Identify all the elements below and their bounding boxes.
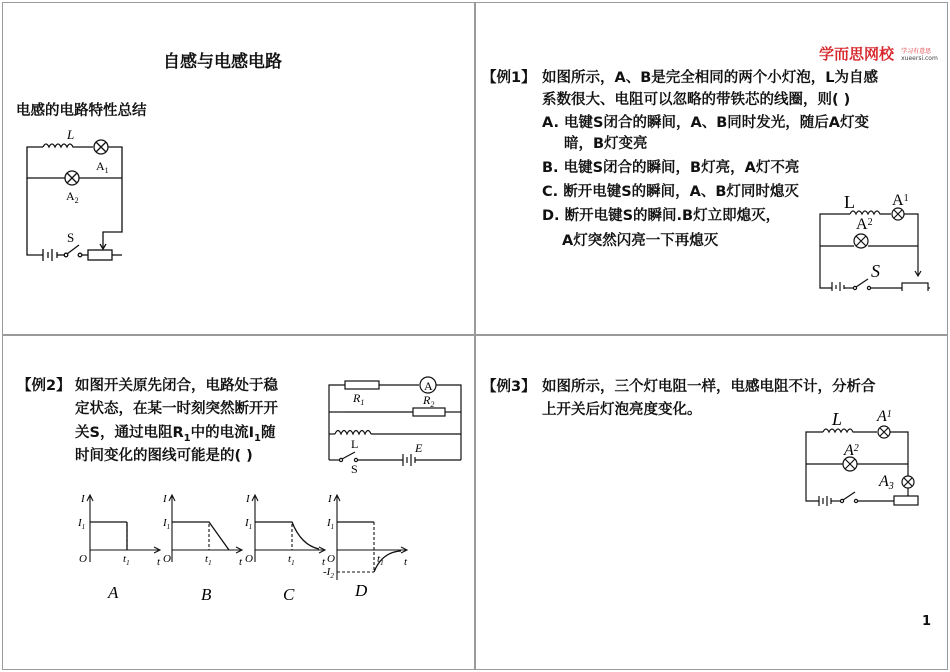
graph-c-name: C [283,585,295,604]
battery [43,249,57,261]
switch-s-2 [856,279,868,287]
example-1-tag: 【例1】 [482,70,536,86]
graph-a-label-i1: $I_1$ [78,517,86,531]
label-l-4: L [832,409,843,429]
graph-d-label-t: t [404,556,408,568]
inductor-coil-4 [823,429,877,432]
label-a1-4: $A^1$ [877,408,892,425]
graph-d-name: D [355,581,368,600]
circuit-diagram-1 [13,125,153,265]
slide-2 [475,2,948,335]
label-l: L [67,127,75,142]
graph-d-curve [337,522,401,572]
slide-1-title: 自感与电感电路 [163,52,282,72]
rheostat-2 [902,283,928,291]
graph-a-curve [90,522,127,550]
logo [819,43,938,64]
slide-3 [2,335,475,670]
graph-b-label-t: t [239,556,243,568]
logo-url: xueersi.com [901,54,938,62]
graph-c-y-axis [252,495,258,562]
example-3-line-2: 上开关后灯泡亮度变化。 [542,402,702,418]
label-a2: $A_2$ [66,189,79,205]
graph-d-label-i: I [328,493,332,505]
inductor-coil-2 [850,211,890,214]
option-a-line-1: A. 电键S闭合的瞬间，A、B同时发光，随后A灯变 [542,115,869,131]
switch-s-3 [342,452,355,459]
switch-s [67,245,79,254]
switch-4 [843,492,855,500]
graph-d-y-axis [334,495,340,580]
label-a2-2: $A^2$ [856,216,873,233]
graph-b-curve [172,522,229,550]
option-b: B. 电键S闭合的瞬间，B灯亮，A灯不亮 [542,160,800,176]
example-2-line-4: 时间变化的图线可能是的( ) [75,448,253,464]
circuit-diagram-4 [801,406,941,516]
circuit-diagram-2 [814,186,950,291]
graph-a-label-o: O [79,553,87,565]
logo-text: 学而思网校 [819,45,895,63]
example-2-line-1: 如图开关原先闭合，电路处于稳 [75,378,278,394]
label-r2: $R_2$ [423,393,435,409]
resistor-r1 [345,381,379,389]
graph-b-label-i1: $I_1$ [163,517,171,531]
example-2-line-3: 关S，通过电阻$R_1$中的电流$I_1$随 [75,425,276,444]
graph-c-label-t: t [322,556,326,568]
label-r1: $R_1$ [353,391,365,407]
graphs [73,490,418,605]
label-s-2: S [871,261,880,281]
label-l-3: L [351,437,359,451]
battery-2 [832,282,844,291]
example-2-line-2: 定状态，在某一时刻突然断开开 [75,401,278,417]
label-s: S [67,230,75,245]
inductor-l [335,431,371,435]
label-a2-4: $A^2$ [844,442,859,459]
graph-d-label-i1: $I_1$ [327,517,335,531]
graph-c-label-t1: $t_1$ [288,553,295,567]
graph-c-label-i: I [246,493,250,505]
example-2-tag: 【例2】 [17,378,71,394]
example-3-tag: 【例3】 [482,379,536,395]
label-a3-4: A3 [879,473,894,492]
rheostat-4 [894,496,918,505]
option-a-line-2: 暗，B灯变亮 [564,136,648,152]
graph-c-label-o: O [245,553,253,565]
example-1-question-line-1: 如图所示，A、B是完全相同的两个小灯泡，L为自感 [542,70,879,86]
example-3-line-1: 如图所示，三个灯电阻一样，电感电阻不计，分析合 [542,379,876,395]
option-d-line-2: A灯突然闪亮一下再熄灭 [562,233,719,249]
graph-a-label-i: I [81,493,85,505]
label-s-3: S [351,462,358,474]
resistor-r2 [413,408,445,416]
graph-a-label-t: t [157,556,161,568]
graph-a-name: A [108,583,119,602]
graph-d-label-t1: $t_1$ [377,553,384,567]
logo-small: 学习有意思 [901,47,932,55]
graph-b-name: B [201,585,212,604]
graph-b-label-t1: $t_1$ [205,553,212,567]
battery-e [403,454,415,466]
label-a1-2: $A^1$ [892,192,909,209]
label-e: E [415,441,423,455]
graph-a-y-axis [87,495,93,562]
graph-b-label-o: O [163,553,171,565]
circuit-diagram-3 [323,374,468,474]
graph-d-label-o: O [327,553,335,565]
rheostat [88,250,112,260]
graph-b-label-i: I [163,493,167,505]
slide-1-subtitle: 电感的电路特性总结 [16,103,147,119]
example-1-question-line-2: 系数很大、电阻可以忽略的带铁芯的线圈，则( ) [542,92,851,108]
slide-1 [2,2,475,335]
battery-4 [819,496,831,506]
graph-d-label-neg-i2: $-I_2$ [323,566,334,580]
graph-c-curve [255,522,319,549]
graph-c-label-i1: $I_1$ [245,517,253,531]
label-ammeter: A [424,379,433,393]
label-l-2: L [844,192,855,212]
graph-a-label-t1: $t_1$ [123,553,130,567]
page-number: 1 [922,614,932,629]
slide-4 [475,335,948,670]
option-d-line-1: D. 断开电键S的瞬间.B灯立即熄灭， [542,208,781,224]
inductor-coil [43,144,93,147]
label-a1: $A_1$ [96,159,109,175]
option-c: C. 断开电键S的瞬间，A、B灯同时熄灭 [542,184,799,200]
